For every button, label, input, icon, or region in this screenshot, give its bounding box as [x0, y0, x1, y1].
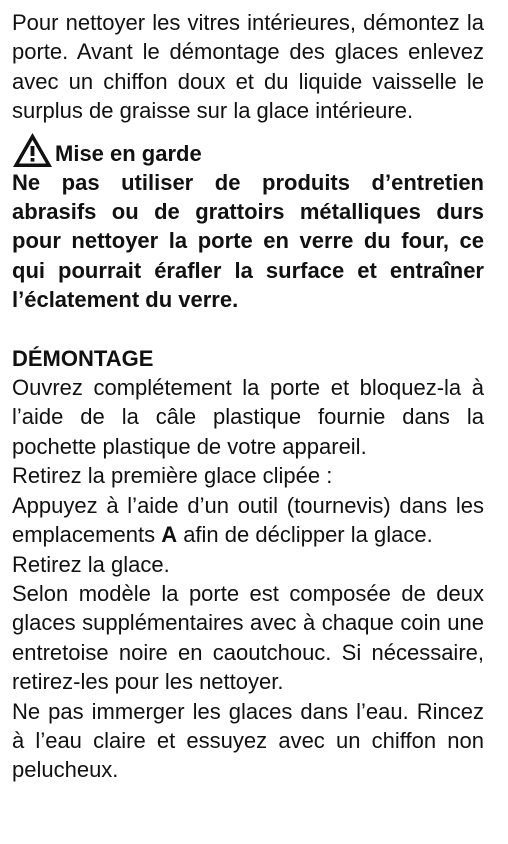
section-paragraph-4: Retirez la glace. — [12, 551, 170, 577]
p3-text-after: afin de déclipper la glace. — [177, 522, 433, 548]
location-label-a: A — [161, 522, 178, 548]
intro-paragraph: Pour nettoyer les vitres intérieures, démontez la porte. Avant le démontage des glaces enlevez avec un chiffon doux et du liquide vaisselle le surplus de graisse sur la glace intérieure. — [12, 10, 484, 124]
warning-triangle-icon — [12, 132, 53, 168]
section-paragraph-1: Ouvrez complétement la porte et bloquez-la à l’aide de la câle plastique fournie dans la pochette plastique de votre appareil. — [12, 375, 484, 459]
section-paragraph-2: Retirez la première glace clipée : — [12, 463, 333, 489]
warning-heading — [12, 132, 484, 168]
section-paragraph-3 — [12, 491, 484, 550]
section-paragraph-6: Ne pas immerger les glaces dans l’eau. Rincez à l’eau claire et essuyez avec un chiffon non pelucheux. — [12, 698, 484, 783]
document-page — [12, 8, 484, 785]
p3-text-before: Appuyez à l’aide d’un outil (tournevis) dans les emplacements — [12, 492, 484, 548]
warning-text: Ne pas utiliser de produits d’entretien abrasifs ou de grattoirs métalliques durs pour nettoyer la porte en verre du four, ce qui pourrait érafler la surface et entraîner l’éclatement du verre. — [12, 169, 484, 313]
section-paragraph-5: Selon modèle la porte est composée de deux glaces supplémentaires avec à chaque coin une entretoise noire en caoutchouc. Si nécessaire, retirez-les pour les nettoyer. — [12, 580, 484, 695]
warning-title: Mise en garde — [55, 140, 202, 166]
section-title: DÉMONTAGE — [12, 345, 154, 371]
section-spacer — [12, 315, 484, 344]
